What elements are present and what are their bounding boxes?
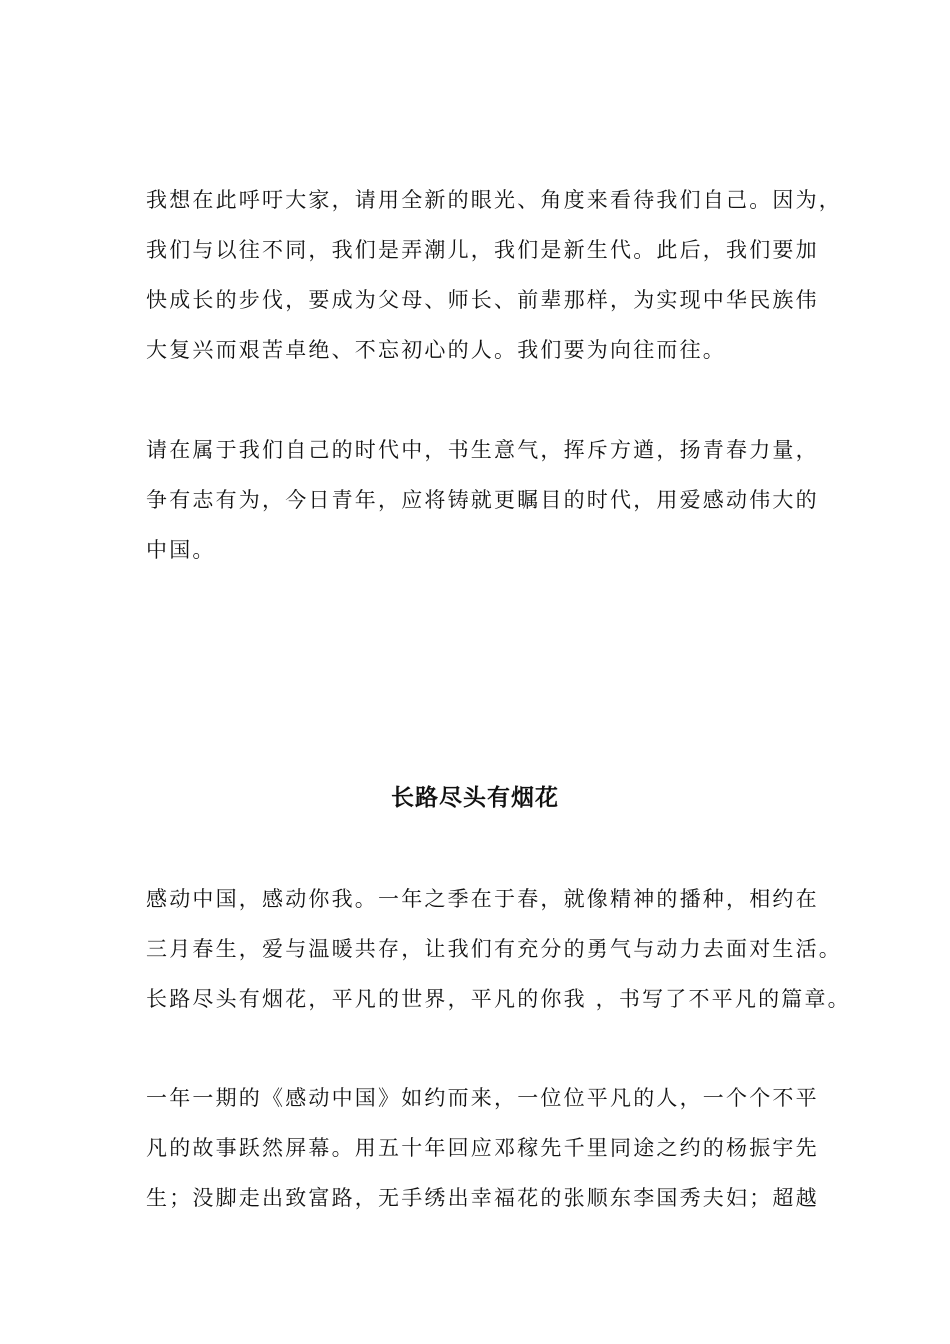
paragraph-2 bbox=[146, 425, 836, 575]
text-line: 快成长的步伐，要成为父母、师长、前辈那样，为实现中华民族伟 bbox=[146, 288, 819, 312]
text-line: 长路尽头有烟花，平凡的世界，平凡的你我 ，书写了不平凡的篇章。 bbox=[146, 987, 851, 1011]
text-line: 中国。 bbox=[146, 538, 216, 562]
paragraph-1 bbox=[146, 175, 842, 375]
text-line: 生；没脚走出致富路，无手绣出幸福花的张顺东李国秀夫妇；超越 bbox=[146, 1186, 819, 1210]
text-line: 凡的故事跃然屏幕。用五十年回应邓稼先千里同途之约的杨振宇先 bbox=[146, 1136, 819, 1160]
text-line: 争有志有为，今日青年，应将铸就更瞩目的时代，用爱感动伟大的 bbox=[146, 488, 819, 512]
text-line: 我们与以往不同，我们是弄潮儿，我们是新生代。此后，我们要加 bbox=[146, 238, 819, 262]
text-line: 一年一期的《感动中国》如约而来，一位位平凡的人，一个个不平 bbox=[146, 1086, 819, 1110]
article-title: 长路尽头有烟花 bbox=[391, 784, 559, 811]
paragraph-3 bbox=[146, 874, 851, 1024]
text-line: 大复兴而艰苦卓绝、不忘初心的人。我们要为向往而往。 bbox=[146, 338, 726, 362]
text-line: 我想在此呼吁大家，请用全新的眼光、角度来看待我们自己。因为， bbox=[146, 188, 842, 212]
text-line: 请在属于我们自己的时代中，书生意气，挥斥方遒，扬青春力量， bbox=[146, 438, 819, 462]
text-line: 三月春生，爱与温暖共存，让我们有充分的勇气与动力去面对生活。 bbox=[146, 937, 842, 961]
paragraph-4 bbox=[146, 1073, 836, 1223]
text-line: 感动中国，感动你我。一年之季在于春，就像精神的播种，相约在 bbox=[146, 887, 819, 911]
